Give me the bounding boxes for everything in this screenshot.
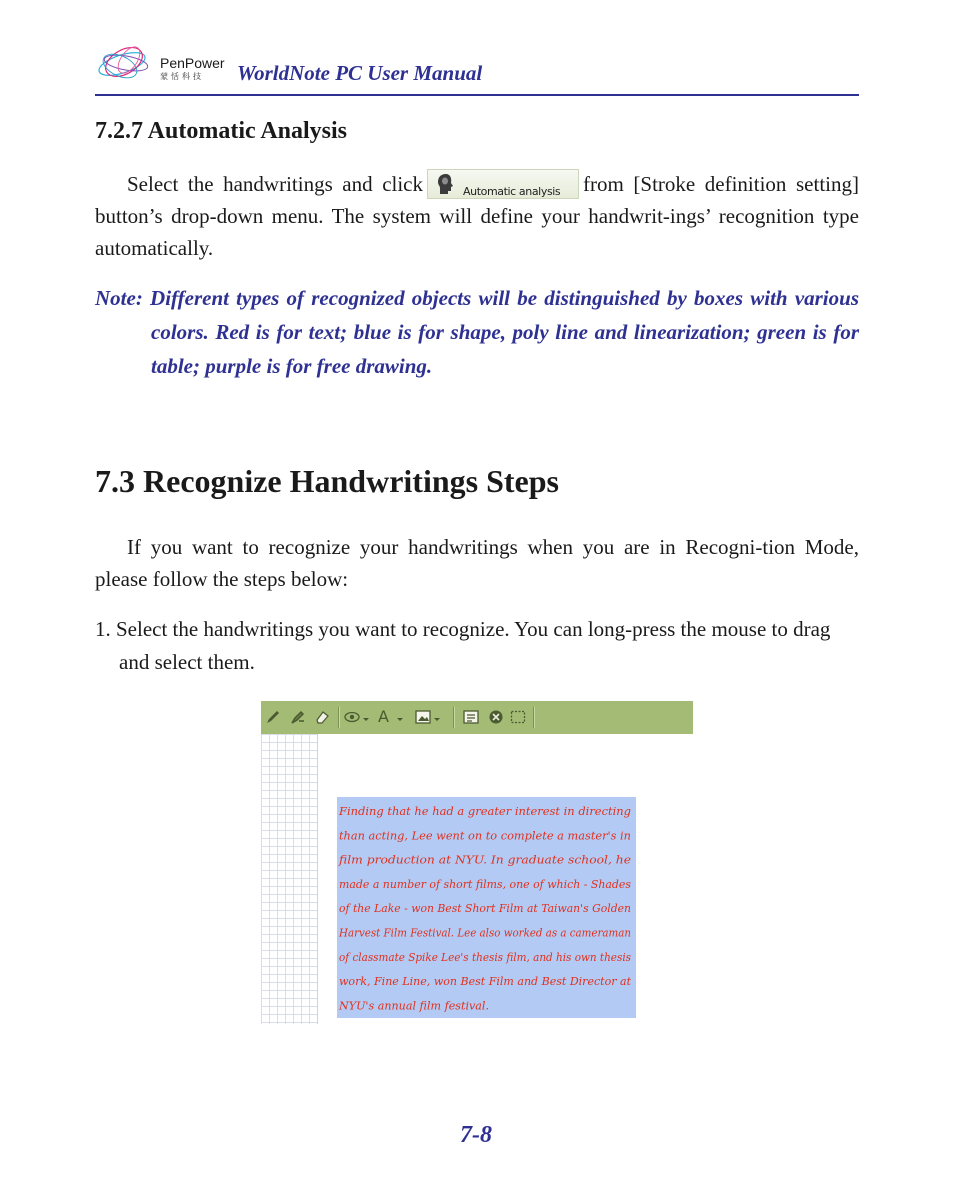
recognize-intro-text: If you want to recognize your handwritings when you are in Recogni-tion Mode, please follow the steps below: bbox=[95, 535, 859, 591]
selected-handwriting-area[interactable] bbox=[337, 797, 636, 1018]
automatic-analysis-button-label: Automatic analysis bbox=[463, 185, 561, 198]
head-profile-icon bbox=[437, 173, 455, 195]
chevron-down-icon[interactable] bbox=[362, 709, 370, 725]
header-divider bbox=[95, 94, 859, 96]
note-recognized-object-colors: Note: Different types of recognized objects will be distinguished by boxes with various colors. Red is for text; blue is for shape, poly line and linearization; green is for table; purple is for free drawing. bbox=[95, 286, 859, 378]
section-heading-recognize-steps: 7.3 Recognize Handwritings Steps bbox=[95, 463, 559, 499]
recognize-eye-icon[interactable] bbox=[344, 709, 360, 725]
penpower-logo bbox=[96, 42, 158, 82]
handwriting-line: NYU's annual film festival. bbox=[337, 999, 489, 1013]
step-1-text: 1. Select the handwritings you want to recognize. You can long-press the mouse to drag and select them. bbox=[95, 617, 831, 674]
eraser-icon[interactable] bbox=[314, 709, 330, 725]
automatic-analysis-button[interactable] bbox=[427, 169, 579, 199]
toolbar-separator bbox=[338, 707, 339, 728]
stroke-definition-icon[interactable] bbox=[463, 709, 479, 725]
chevron-down-icon[interactable] bbox=[396, 709, 404, 725]
handwriting-line: Finding that he had a greater interest in directing bbox=[337, 805, 631, 818]
pen-icon[interactable] bbox=[265, 709, 281, 725]
logo-brand-chinese: 蒙恬科技 bbox=[160, 72, 204, 81]
page-number: 7-8 bbox=[460, 1122, 492, 1148]
toolbar-separator bbox=[453, 707, 454, 728]
handwriting-line: than acting, Lee went on to complete a master's in bbox=[339, 829, 631, 843]
paragraph-text-before: Select the handwritings and click bbox=[127, 172, 424, 196]
manual-title: WorldNote PC User Manual bbox=[237, 61, 483, 85]
clear-icon[interactable] bbox=[488, 709, 504, 725]
handwriting-ink bbox=[337, 797, 636, 1018]
select-rect-icon[interactable] bbox=[510, 709, 526, 725]
chevron-down-icon[interactable] bbox=[433, 709, 441, 725]
handwriting-line: made a number of short films, one of which - Shades bbox=[339, 877, 632, 891]
page-grid-margin bbox=[261, 734, 318, 1024]
handwriting-line: Harvest Film Festival. Lee also worked as a cameraman bbox=[338, 926, 631, 940]
handwriting-line: of the Lake - won Best Short Film at Taiwan's Golden bbox=[339, 902, 631, 916]
handwriting-line: of classmate Spike Lee's thesis film, and his own thesis bbox=[339, 950, 632, 964]
recognition-toolbar bbox=[261, 701, 693, 734]
highlighter-icon[interactable] bbox=[290, 709, 306, 725]
image-icon[interactable] bbox=[415, 709, 431, 725]
recognition-mode-screenshot bbox=[261, 701, 693, 1024]
toolbar-separator bbox=[533, 707, 534, 728]
handwriting-line: work, Fine Line, won Best Film and Best Director at bbox=[339, 975, 632, 989]
recognize-intro-paragraph bbox=[95, 531, 859, 595]
section-heading-automatic-analysis: 7.2.7 Automatic Analysis bbox=[95, 118, 348, 144]
text-a-icon[interactable]: A bbox=[378, 707, 389, 726]
paragraph-text-after: from [Stroke definition setting] button’s drop-down menu. The system will define your handwrit-ings’ recognition type automatically. bbox=[95, 172, 859, 260]
logo-brand-text: PenPower bbox=[160, 55, 225, 71]
automatic-analysis-paragraph bbox=[95, 168, 859, 264]
handwriting-line: film production at NYU. In graduate school, he bbox=[337, 853, 632, 867]
